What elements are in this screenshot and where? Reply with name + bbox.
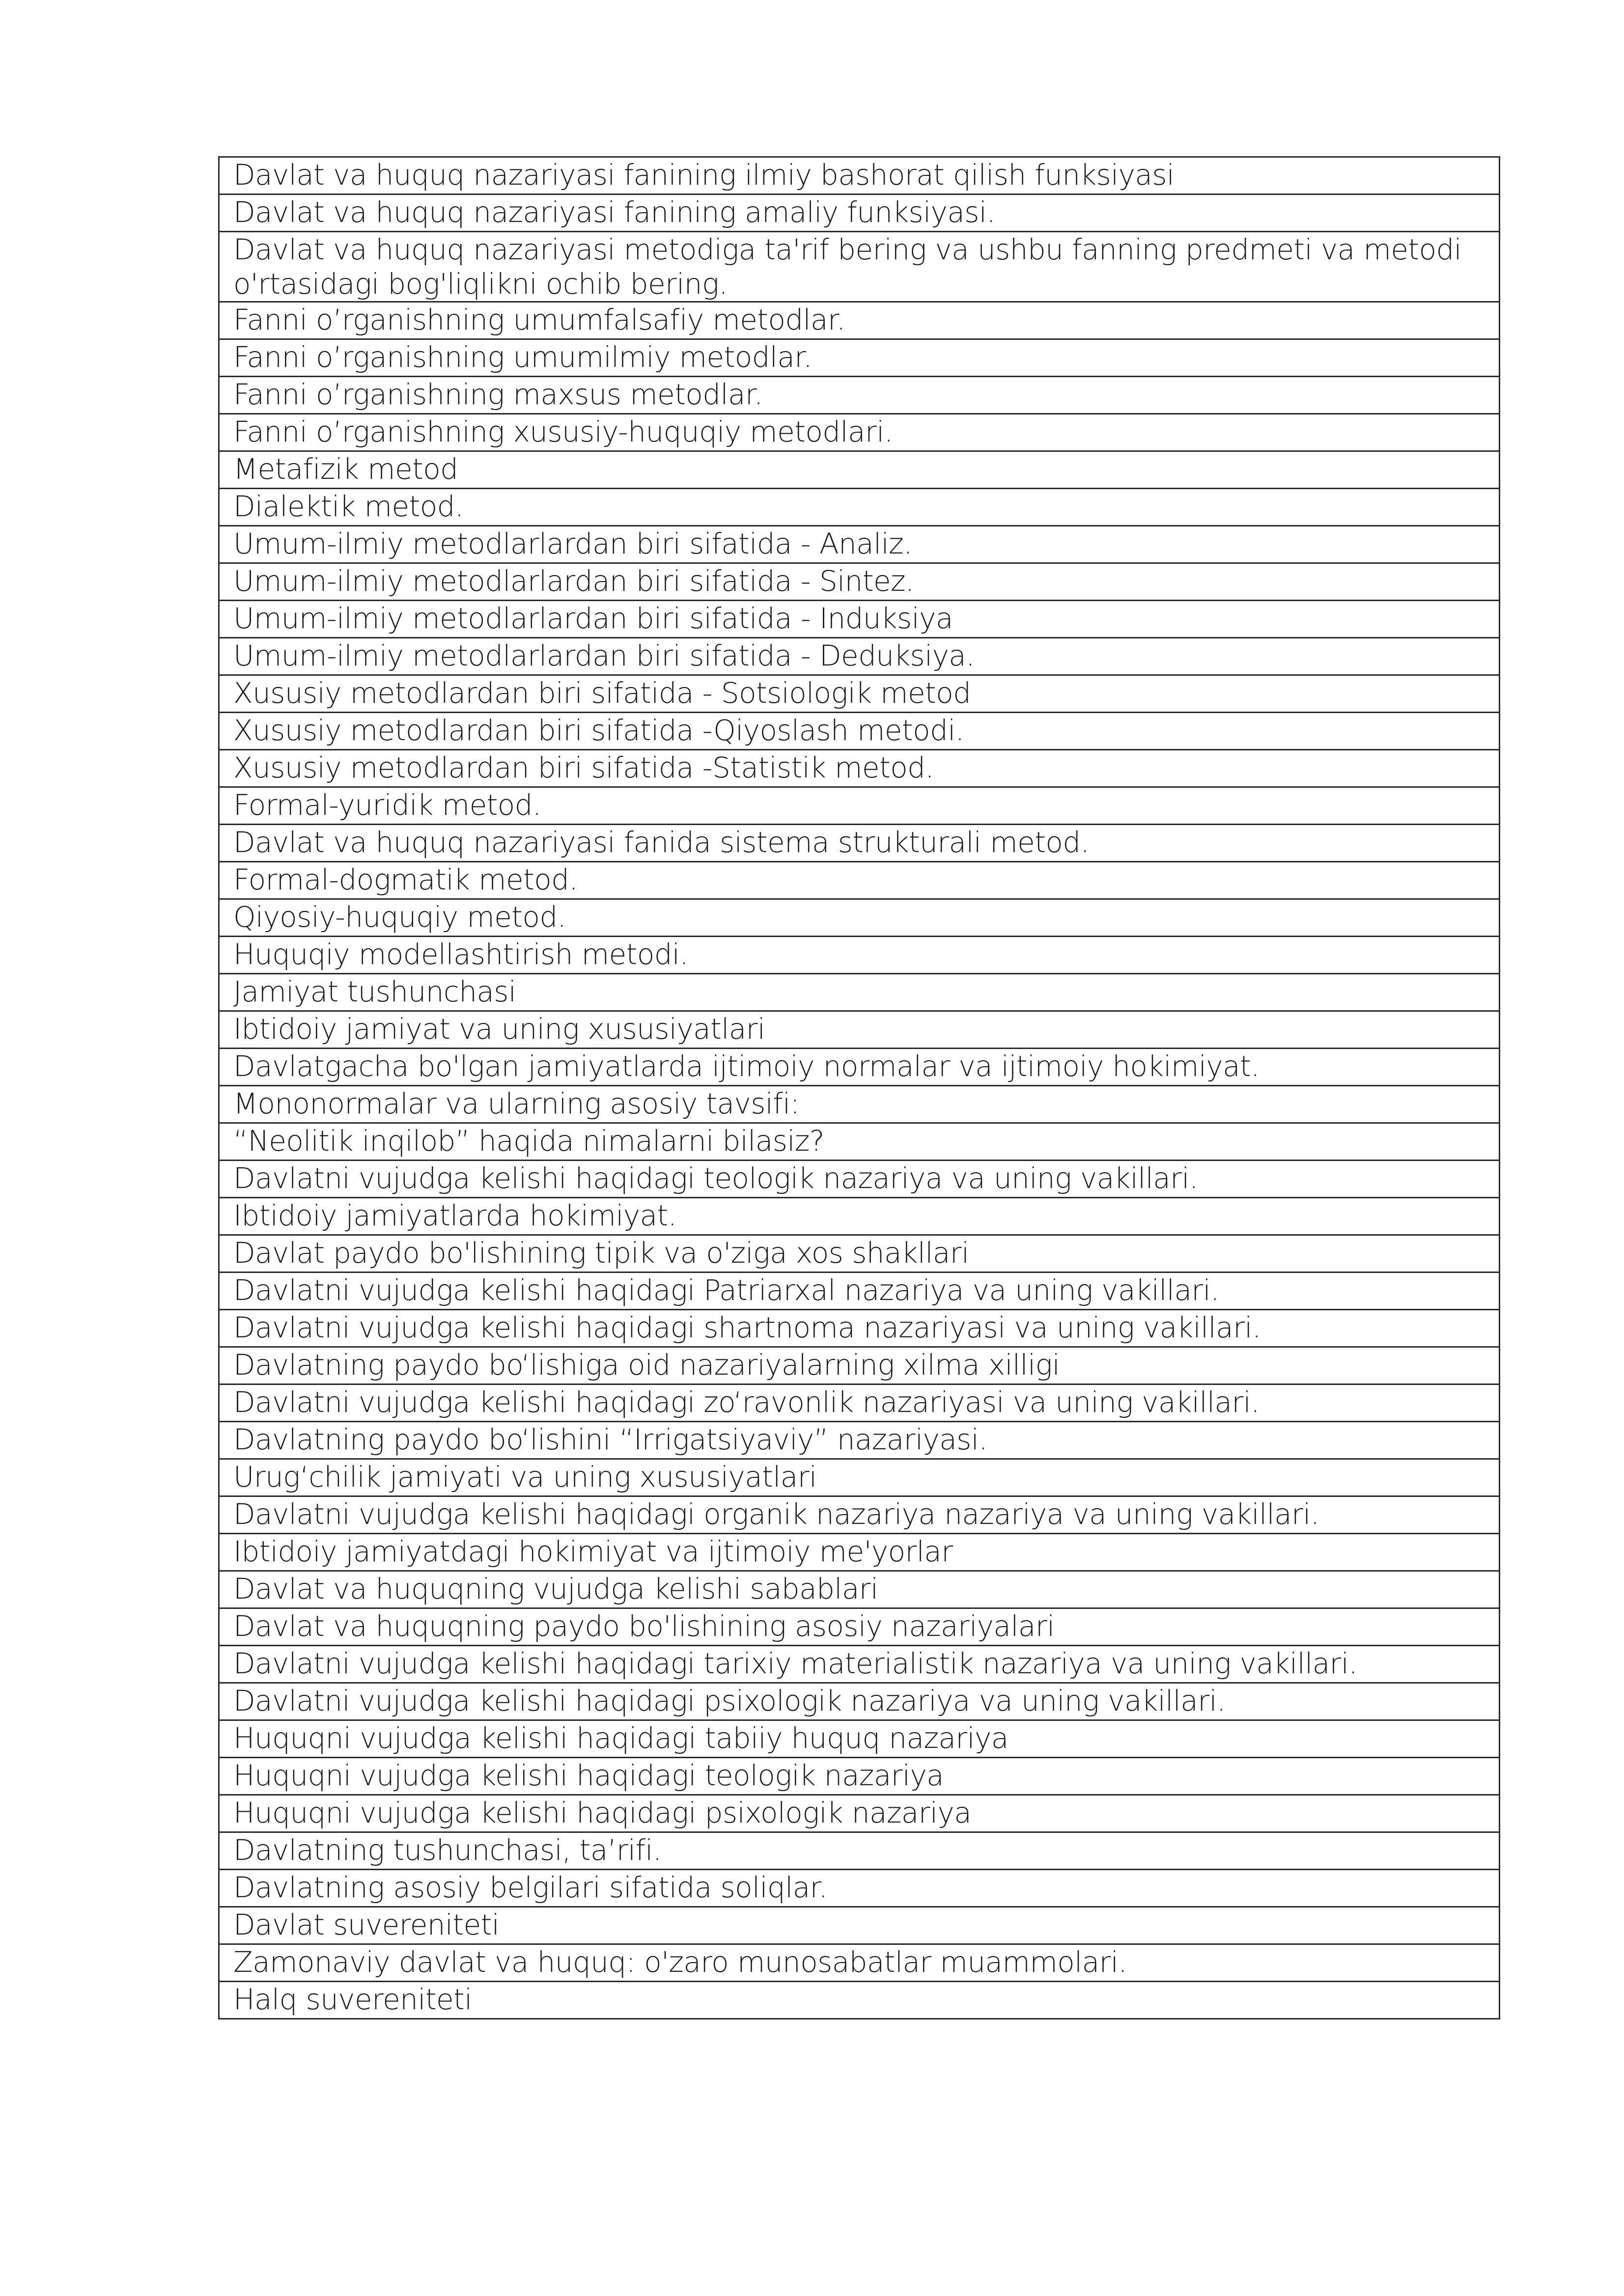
topic-cell: Davlat suvereniteti <box>219 1907 1500 1944</box>
topic-cell: Ibtidoiy jamiyatlarda hokimiyat. <box>219 1198 1500 1235</box>
table-row <box>219 1870 1500 1907</box>
table-row <box>219 1795 1500 1832</box>
table-row <box>219 1049 1500 1086</box>
table-row <box>219 1608 1500 1646</box>
table-row <box>219 1198 1500 1235</box>
topic-cell: Davlat va huquq nazariyasi fanida sistema strukturali metod. <box>219 825 1500 862</box>
topic-cell: Ibtidoiy jamiyatdagi hokimiyat va ijtimoiy me'yorlar <box>219 1534 1500 1571</box>
topics-table <box>218 156 1500 2019</box>
topic-cell: Umum-ilmiy metodlarlardan biri sifatida - Sintez. <box>219 563 1500 601</box>
topic-cell: Xususiy metodlardan biri sifatida -Qiyoslash metodi. <box>219 713 1500 750</box>
topic-cell: Huquqni vujudga kelishi haqidagi teologik nazariya <box>219 1758 1500 1795</box>
table-row <box>219 1534 1500 1571</box>
topic-cell: Davlatni vujudga kelishi haqidagi Patriarxal nazariya va uning vakillari. <box>219 1272 1500 1310</box>
topic-cell: Halq suvereniteti <box>219 1982 1500 2019</box>
topic-cell: Fanni o’rganishning umumilmiy metodlar. <box>219 339 1500 377</box>
table-row <box>219 1011 1500 1049</box>
table-row <box>219 1384 1500 1422</box>
topic-cell: Davlat paydo bo'lishining tipik va o'ziga xos shakllari <box>219 1235 1500 1272</box>
table-row <box>219 1720 1500 1758</box>
table-row <box>219 937 1500 974</box>
table-row <box>219 1235 1500 1272</box>
table-row <box>219 1832 1500 1870</box>
topic-cell: Urug‘chilik jamiyati va uning xususiyatlari <box>219 1459 1500 1496</box>
table-row <box>219 1496 1500 1534</box>
topic-cell: Dialektik metod. <box>219 489 1500 526</box>
topic-cell: Davlatning paydo bo‘lishiga oid nazariyalarning xilma xilligi <box>219 1347 1500 1384</box>
table-row <box>219 1086 1500 1123</box>
topic-cell: Huquqni vujudga kelishi haqidagi tabiiy huquq nazariya <box>219 1720 1500 1758</box>
topic-cell: Metafizik metod <box>219 451 1500 489</box>
topic-cell: Davlat va huquq nazariyasi fanining amaliy funksiyasi. <box>219 194 1500 232</box>
table-row <box>219 1646 1500 1683</box>
topic-cell: Jamiyat tushunchasi <box>219 974 1500 1011</box>
table-row <box>219 675 1500 713</box>
table-row <box>219 302 1500 339</box>
table-row <box>219 1459 1500 1496</box>
topic-cell: “Neolitik inqilob” haqida nimalarni bilasiz? <box>219 1123 1500 1161</box>
table-row <box>219 1272 1500 1310</box>
table-row <box>219 638 1500 675</box>
topic-cell: Davlat va huquqning vujudga kelishi sabablari <box>219 1571 1500 1608</box>
table-row <box>219 899 1500 937</box>
topic-cell: Davlatni vujudga kelishi haqidagi zo‘ravonlik nazariyasi va uning vakillari. <box>219 1384 1500 1422</box>
table-row <box>219 750 1500 787</box>
table-row <box>219 1758 1500 1795</box>
topic-cell: Davlatning paydo bo‘lishini “Irrigatsiyaviy” nazariyasi. <box>219 1422 1500 1459</box>
table-row <box>219 377 1500 414</box>
topic-cell: Davlat va huquq nazariyasi fanining ilmiy bashorat qilish funksiyasi <box>219 157 1500 194</box>
table-row <box>219 1422 1500 1459</box>
topic-cell: Umum-ilmiy metodlarlardan biri sifatida - Induksiya <box>219 601 1500 638</box>
topic-cell: Huquqiy modellashtirish metodi. <box>219 937 1500 974</box>
table-row <box>219 601 1500 638</box>
topic-cell: Davlat va huquq nazariyasi metodiga ta'rif bering va ushbu fanning predmeti va metodi o'rtasidagi bog'liqlikni ochib bering. <box>219 232 1500 302</box>
topic-cell: Qiyosiy-huquqiy metod. <box>219 899 1500 937</box>
table-row <box>219 157 1500 194</box>
table-row <box>219 713 1500 750</box>
topic-cell: Davlatni vujudga kelishi haqidagi shartnoma nazariyasi va uning vakillari. <box>219 1310 1500 1347</box>
table-row <box>219 1123 1500 1161</box>
table-row <box>219 451 1500 489</box>
topic-cell: Huquqni vujudga kelishi haqidagi psixologik nazariya <box>219 1795 1500 1832</box>
table-row <box>219 232 1500 302</box>
table-row <box>219 1310 1500 1347</box>
topic-cell: Davlatgacha bo'lgan jamiyatlarda ijtimoiy normalar va ijtimoiy hokimiyat. <box>219 1049 1500 1086</box>
topic-cell: Umum-ilmiy metodlarlardan biri sifatida - Analiz. <box>219 526 1500 563</box>
topic-cell: Davlatning tushunchasi, ta’rifi. <box>219 1832 1500 1870</box>
topic-cell: Umum-ilmiy metodlarlardan biri sifatida - Deduksiya. <box>219 638 1500 675</box>
table-row <box>219 414 1500 451</box>
topic-cell: Davlatni vujudga kelishi haqidagi teologik nazariya va uning vakillari. <box>219 1161 1500 1198</box>
table-row <box>219 1907 1500 1944</box>
table-row <box>219 1982 1500 2019</box>
topic-cell: Mononormalar va ularning asosiy tavsifi: <box>219 1086 1500 1123</box>
topic-cell: Formal-dogmatik metod. <box>219 862 1500 899</box>
table-row <box>219 1161 1500 1198</box>
topic-cell: Xususiy metodlardan biri sifatida - Sotsiologik metod <box>219 675 1500 713</box>
table-row <box>219 194 1500 232</box>
table-row <box>219 489 1500 526</box>
topic-cell: Davlatni vujudga kelishi haqidagi tarixiy materialistik nazariya va uning vakillari. <box>219 1646 1500 1683</box>
topic-cell: Ibtidoiy jamiyat va uning xususiyatlari <box>219 1011 1500 1049</box>
table-row <box>219 974 1500 1011</box>
topics-table-body <box>219 157 1500 2019</box>
topic-cell: Davlat va huquqning paydo bo'lishining asosiy nazariyalari <box>219 1608 1500 1646</box>
table-row <box>219 1944 1500 1982</box>
topic-cell: Davlatning asosiy belgilari sifatida soliqlar. <box>219 1870 1500 1907</box>
topic-cell: Xususiy metodlardan biri sifatida -Statistik metod. <box>219 750 1500 787</box>
table-row <box>219 339 1500 377</box>
topic-cell: Zamonaviy davlat va huquq: o'zaro munosabatlar muammolari. <box>219 1944 1500 1982</box>
table-row <box>219 1347 1500 1384</box>
topic-cell: Fanni o’rganishning maxsus metodlar. <box>219 377 1500 414</box>
table-row <box>219 825 1500 862</box>
table-row <box>219 787 1500 825</box>
table-row <box>219 563 1500 601</box>
table-row <box>219 1683 1500 1720</box>
topic-cell: Fanni o’rganishning xususiy-huquqiy metodlari. <box>219 414 1500 451</box>
table-row <box>219 1571 1500 1608</box>
table-row <box>219 862 1500 899</box>
topic-cell: Davlatni vujudga kelishi haqidagi psixologik nazariya va uning vakillari. <box>219 1683 1500 1720</box>
table-row <box>219 526 1500 563</box>
topic-cell: Fanni o’rganishning umumfalsafiy metodlar. <box>219 302 1500 339</box>
topic-cell: Davlatni vujudga kelishi haqidagi organik nazariya nazariya va uning vakillari. <box>219 1496 1500 1534</box>
topic-cell: Formal-yuridik metod. <box>219 787 1500 825</box>
